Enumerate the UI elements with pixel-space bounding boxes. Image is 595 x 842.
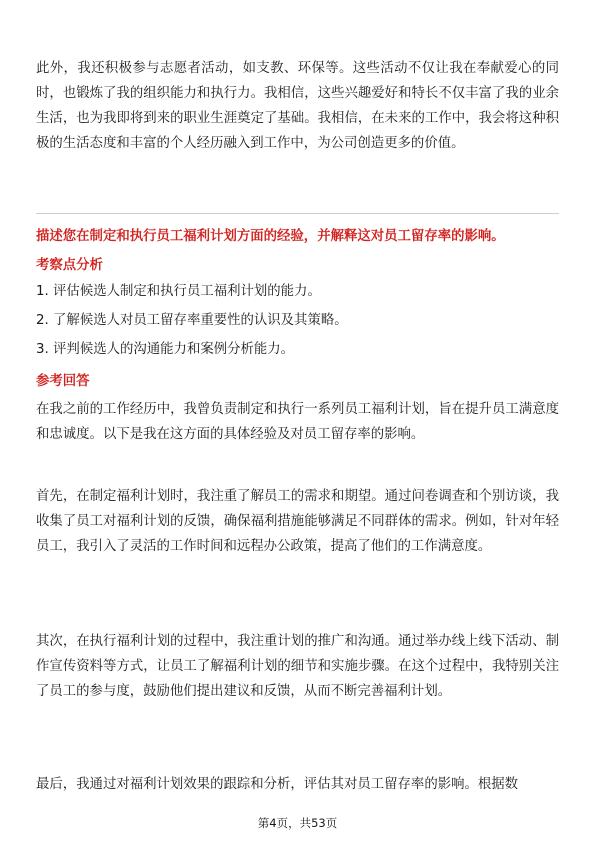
answer-paragraph: 首先，在制定福利计划时，我注重了解员工的需求和期望。通过问卷调查和个别访谈，我收集了员工对福利计划的反馈，确保福利措施能够满足不同群体的需求。例如，针对年轻员工，我引入了灵活的工作时间和远程办公政策，提高了他们的工作满意度。 bbox=[36, 489, 559, 554]
section-divider bbox=[36, 213, 559, 214]
answer-paragraph: 最后，我通过对福利计划效果的跟踪和分析，评估其对员工留存率的影响。根据数 bbox=[36, 777, 519, 792]
page-number: 第4页，共53页 bbox=[257, 816, 338, 830]
answer-paragraph: 其次，在执行福利计划的过程中，我注重计划的推广和沟通。通过举办线上线下活动、制作宣传资料等方式，让员工了解福利计划的细节和实施步骤。在这个过程中，我特别关注了员工的参与度，鼓励他们提出建议和反馈，从而不断完善福利计划。 bbox=[36, 634, 559, 699]
intro-paragraph: 此外，我还积极参与志愿者活动，如支教、环保等。这些活动不仅让我在奉献爱心的同时，也锻炼了我的组织能力和执行力。我相信，这些兴趣爱好和特长不仅丰富了我的业余生活，也为我即将到来的职业生涯奠定了基础。我相信，在未来的工作中，我会将这种积极的生活态度和丰富的个人经历融入到工作中，为公司创造更多的价值。 bbox=[36, 61, 559, 151]
analysis-item: 1. 评估候选人制定和执行员工福利计划的能力。 bbox=[36, 284, 321, 299]
analysis-item: 3. 评判候选人的沟通能力和案例分析能力。 bbox=[36, 342, 295, 357]
analysis-heading: 考察点分析 bbox=[36, 258, 103, 273]
intro-block bbox=[36, 56, 559, 156]
question-title: 描述您在制定和执行员工福利计划方面的经验，并解释这对员工留存率的影响。 bbox=[36, 229, 505, 244]
answer-paragraph: 在我之前的工作经历中，我曾负责制定和执行一系列员工福利计划，旨在提升员工满意度和忠诚度。以下是我在这方面的具体经验及对员工留存率的影响。 bbox=[36, 402, 559, 442]
answer-heading: 参考回答 bbox=[36, 374, 90, 389]
analysis-item: 2. 了解候选人对员工留存率重要性的认识及其策略。 bbox=[36, 313, 348, 328]
